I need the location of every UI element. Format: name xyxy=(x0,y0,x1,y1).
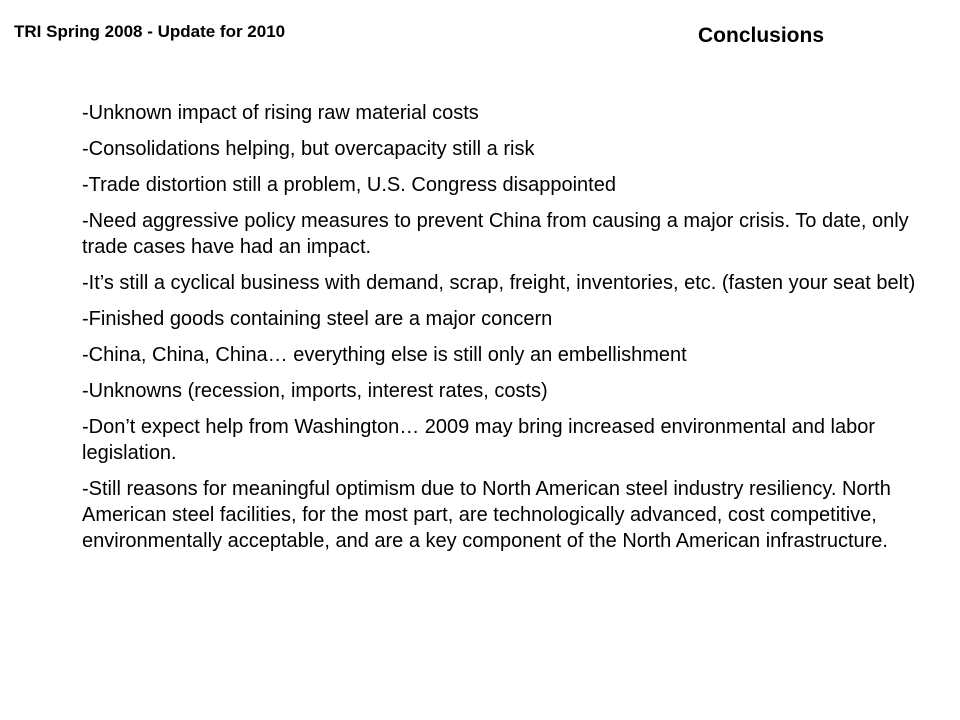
bullet-item: -Trade distortion still a problem, U.S. Congress disappointed xyxy=(82,174,616,196)
presentation-title: TRI Spring 2008 - Update for 2010 xyxy=(14,22,286,41)
bullet-item: -Need aggressive policy measures to prevent China from causing a major crisis. To date, only trade cases have had an impact. xyxy=(82,210,909,258)
conclusions-list xyxy=(82,100,932,564)
bullet-item: -Finished goods containing steel are a major concern xyxy=(82,308,553,330)
slide-title: Conclusions xyxy=(698,24,825,47)
bullet-item: -Consolidations helping, but overcapacity still a risk xyxy=(82,138,535,160)
bullet-item: -It’s still a cyclical business with demand, scrap, freight, inventories, etc. (fasten your seat belt) xyxy=(82,272,916,294)
bullet-item: -Still reasons for meaningful optimism due to North American steel industry resiliency. North American steel facilities, for the most part, are technologically advanced, cost competitive, environmentally acceptable, and are a key component of the North American infrastructure. xyxy=(82,478,891,552)
bullet-item: -Don’t expect help from Washington… 2009 may bring increased environmental and labor legislation. xyxy=(82,416,876,464)
bullet-item: -Unknown impact of rising raw material costs xyxy=(82,102,479,124)
bullet-item: -Unknowns (recession, imports, interest rates, costs) xyxy=(82,380,548,402)
bullet-item: -China, China, China… everything else is still only an embellishment xyxy=(82,344,687,366)
